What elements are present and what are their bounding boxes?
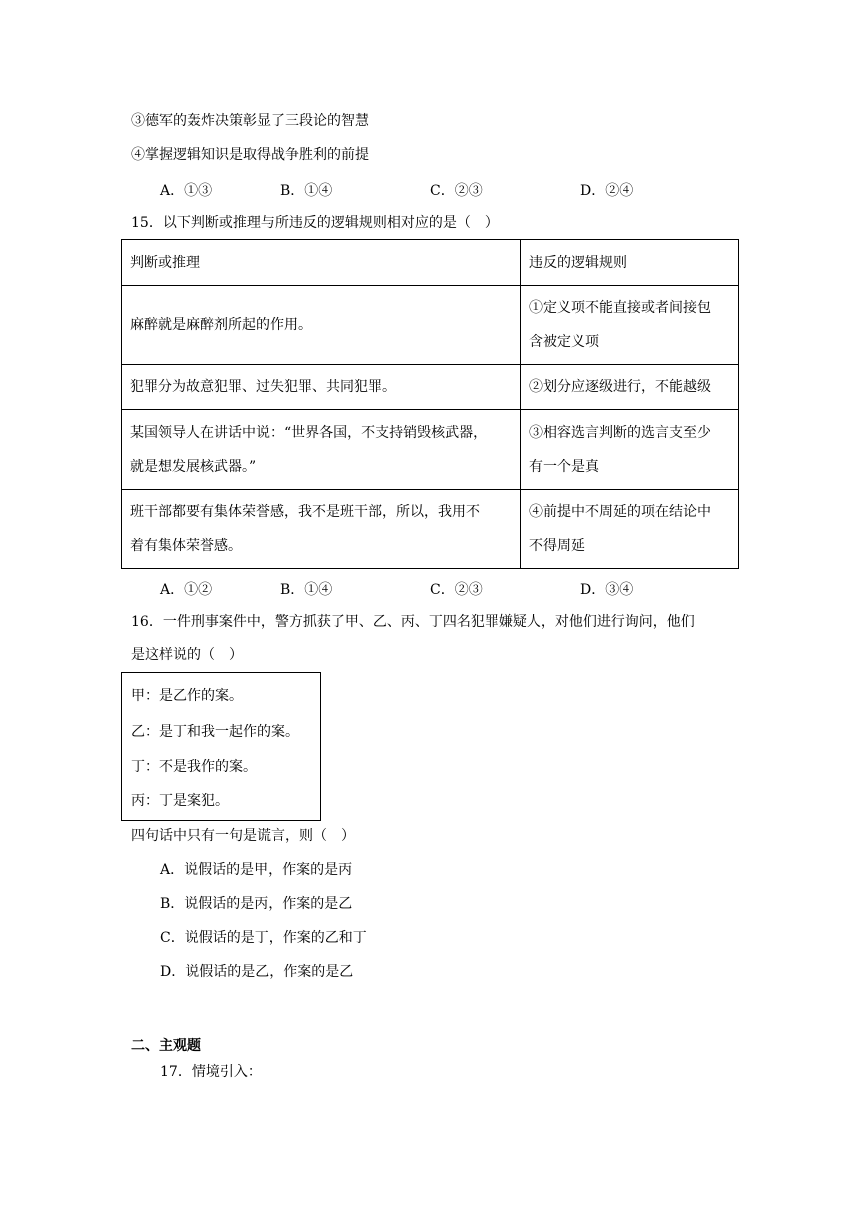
table-cell: ④前提中不周延的项在结论中 不得周延 (521, 490, 739, 569)
table-cell: 某国领导人在讲话中说：“世界各国，不支持销毁核武器， 就是想发展核武器。” (122, 410, 521, 490)
q15-stem: 15．以下判断或推理与所违反的逻辑规则相对应的是（ ） (131, 215, 499, 231)
statement: 甲：是乙作的案。 (131, 688, 243, 704)
q15-table (121, 239, 739, 569)
q14-option-b: B．①④ (280, 183, 333, 199)
q14-item-3: ③德军的轰炸决策彰显了三段论的智慧 (131, 113, 369, 129)
q16-option-d: D．说假话的是乙，作案的是乙 (160, 964, 354, 980)
table-row (122, 490, 739, 569)
q16-stem-line2: 是这样说的（ ） (131, 647, 243, 663)
q15-option-d: D．③④ (580, 582, 634, 598)
q16-condition: 四句话中只有一句是谎言，则（ ） (131, 828, 355, 844)
q16-option-a: A．说假话的是甲，作案的是丙 (160, 862, 353, 878)
table-cell: ③相容选言判断的选言支至少 有一个是真 (521, 410, 739, 490)
q16-statements-box (121, 672, 321, 821)
q16-option-c: C．说假话的是丁，作案的乙和丁 (160, 930, 367, 946)
table-header-row (122, 240, 739, 286)
table-row (122, 365, 739, 410)
section-heading: 二、主观题 (131, 1038, 201, 1054)
table-cell: 犯罪分为故意犯罪、过失犯罪、共同犯罪。 (122, 365, 521, 410)
table-cell: 麻醉就是麻醉剂所起的作用。 (122, 286, 521, 365)
q14-item-4: ④掌握逻辑知识是取得战争胜利的前提 (131, 147, 369, 163)
table-cell: 班干部都要有集体荣誉感，我不是班干部，所以，我用不 着有集体荣誉感。 (122, 490, 521, 569)
table-cell: ②划分应逐级进行，不能越级 (521, 365, 739, 410)
q15-option-c: C．②③ (430, 582, 483, 598)
q14-option-a: A．①③ (160, 183, 213, 199)
statement: 丙：丁是案犯。 (131, 793, 229, 809)
statement: 丁：不是我作的案。 (131, 759, 257, 775)
q17-stem: 17．情境引入： (160, 1064, 262, 1080)
table-cell: ①定义项不能直接或者间接包 含被定义项 (521, 286, 739, 365)
table-header-cell: 判断或推理 (122, 240, 521, 286)
statement: 乙：是丁和我一起作的案。 (131, 724, 299, 740)
table-row (122, 410, 739, 490)
q15-option-b: B．①④ (280, 582, 333, 598)
q14-option-c: C．②③ (430, 183, 483, 199)
q16-option-b: B．说假话的是丙，作案的是乙 (160, 896, 353, 912)
q14-option-d: D．②④ (580, 183, 634, 199)
table-row (122, 286, 739, 365)
table-header-cell: 违反的逻辑规则 (521, 240, 739, 286)
q16-stem-line1: 16．一件刑事案件中，警方抓获了甲、乙、丙、丁四名犯罪嫌疑人，对他们进行询问，他们 (131, 614, 695, 630)
q15-option-a: A．①② (160, 582, 213, 598)
